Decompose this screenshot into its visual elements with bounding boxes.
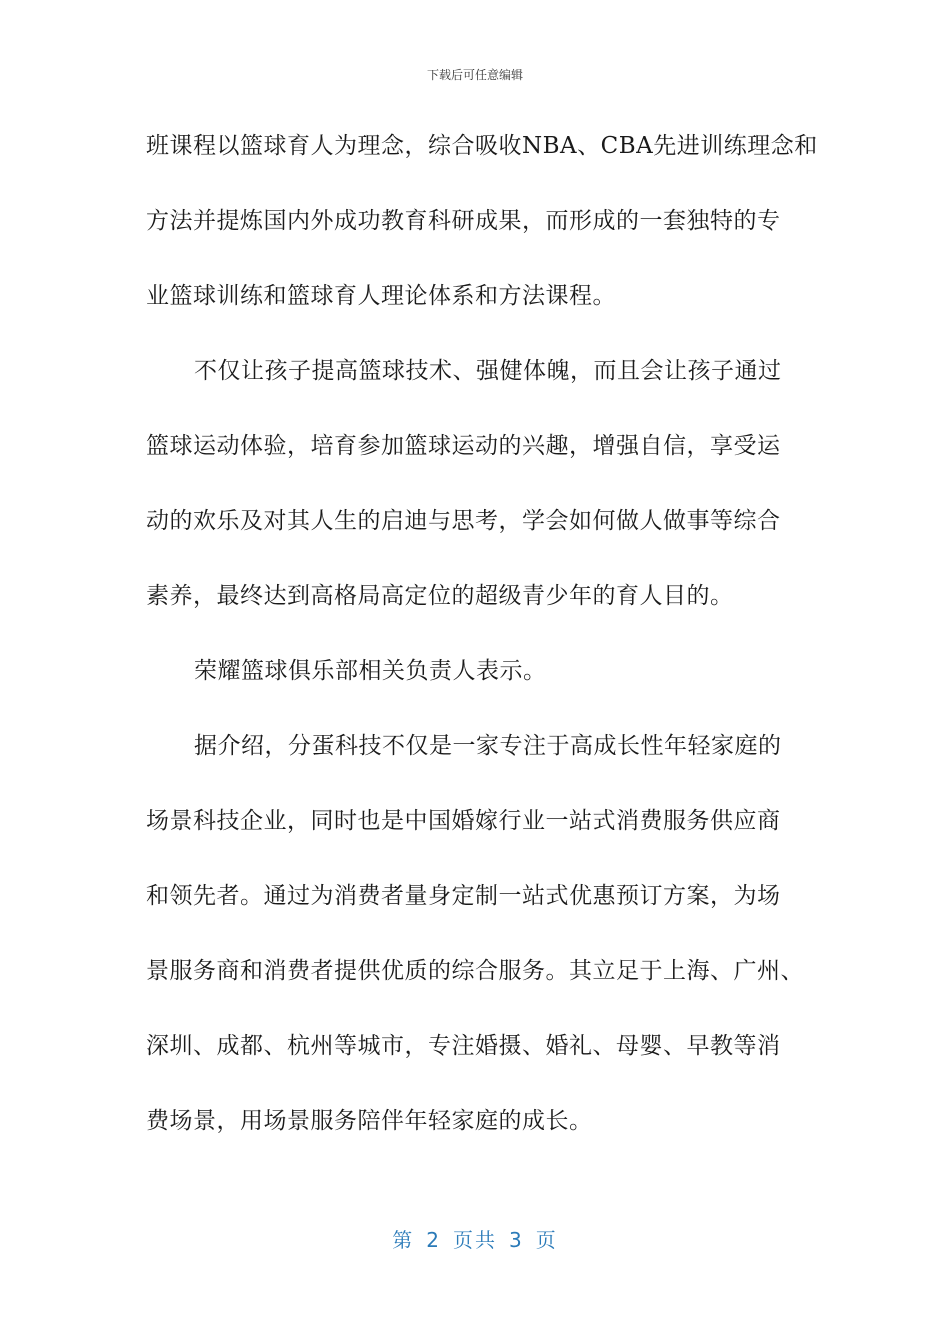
text-line: 景服务商和消费者提供优质的综合服务。其立足于上海、广州、: [146, 958, 804, 984]
text-line: 动的欢乐及对其人生的启迪与思考，学会如何做人做事等综合: [146, 508, 781, 534]
text-line: 方法并提炼国内外成功教育科研成果，而形成的一套独特的专: [146, 208, 781, 234]
text-line: 费场景，用场景服务陪伴年轻家庭的成长。: [146, 1108, 593, 1134]
text-line: 深圳、成都、杭州等城市，专注婚摄、婚礼、母婴、早教等消: [146, 1033, 781, 1059]
paragraph-start-line: 荣耀篮球俱乐部相关负责人表示。: [194, 658, 547, 684]
text-line: 篮球运动体验，培育参加篮球运动的兴趣，增强自信，享受运: [146, 433, 781, 459]
document-body: [146, 124, 818, 1174]
page-header-note: 下载后可任意编辑: [426, 68, 523, 82]
text-line: 场景科技企业，同时也是中国婚嫁行业一站式消费服务供应商: [146, 808, 781, 834]
page-footer: [0, 1224, 950, 1253]
text-line: 和领先者。通过为消费者量身定制一站式优惠预订方案，为场: [146, 883, 781, 909]
footer-prefix: 第: [392, 1228, 415, 1252]
paragraph-start-line: 据介绍，分蛋科技不仅是一家专注于高成长性年轻家庭的: [194, 733, 782, 759]
footer-middle: 页共: [453, 1228, 497, 1252]
text-line: 业篮球训练和篮球育人理论体系和方法课程。: [146, 283, 616, 309]
footer-suffix: 页: [535, 1228, 558, 1252]
text-line: 班课程以篮球育人为理念，综合吸收NBA、CBA先进训练理念和: [146, 133, 818, 159]
paragraph-start-line: 不仅让孩子提高篮球技术、强健体魄，而且会让孩子通过: [194, 358, 782, 384]
current-page-number: 2: [426, 1228, 441, 1252]
text-line: 素养，最终达到高格局高定位的超级青少年的育人目的。: [146, 583, 734, 609]
total-pages-number: 3: [509, 1228, 524, 1252]
